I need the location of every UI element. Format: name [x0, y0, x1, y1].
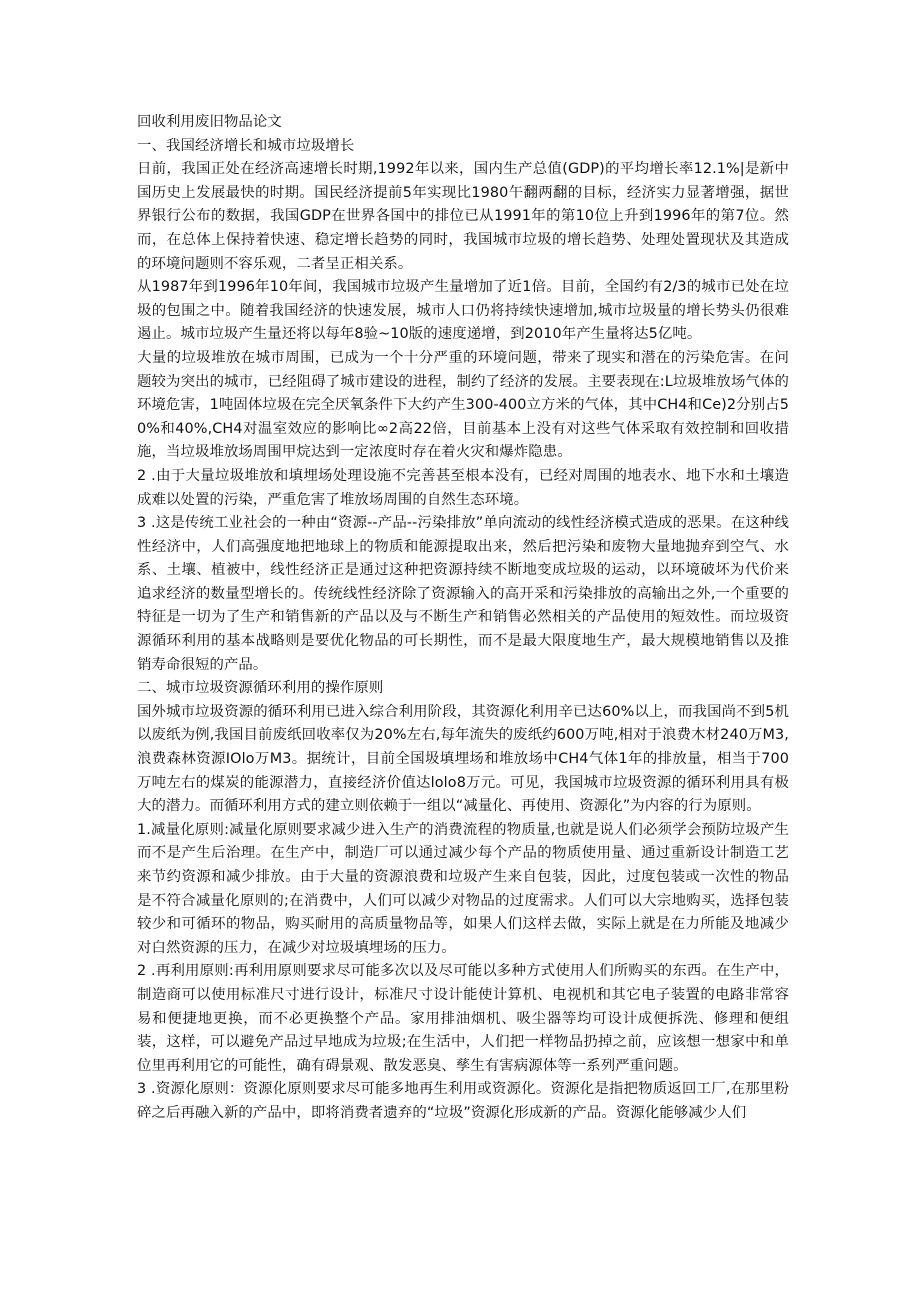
paragraph: 大量的垃圾堆放在城市周围，已成为一个十分严重的环境问题，带来了现实和潜在的污染危害。在问题较为突出的城市，已经阻碍了城市建设的进程，制约了经济的发展。主要表现在:L垃圾堆放场气体的环境危害，1吨固体垃圾在完全厌氧条件下大约产生300-400立方米的气体，其中CH4和Ce)2分别占50%和40%,CH4对温室效应的影响比∞2高22倍，目前基本上没有对这些气体采取有效控制和回收措施，当垃圾堆放场周围甲烷达到一定浓度时存在着火灾和爆炸隐患。: [137, 349, 790, 461]
paragraph: 3 .资源化原则：资源化原则要求尽可能多地再生利用或资源化。资源化是指把物质返回工厂,在那里粉碎之后再融入新的产品中，即将消费者遗弃的“垃圾”资源化形成新的产品。资源化能够减少人们: [137, 1081, 789, 1121]
paragraph: 从1987年到1996年10年间，我国城市垃圾产生量增加了近1倍。目前，全国约有2/3的城市已处在垃圾的包围之中。随着我国经济的快速发展，城市人口仍将持续快速增加,城市垃圾量的增长势头仍很难遏止。城市垃圾产生量还将以每年8验~10版的速度递增，到2010年产生量将达5亿吨。: [137, 279, 789, 343]
paragraph: 2 .由于大量垃圾堆放和填埋场处理设施不完善甚至根本没有，已经对周围的地表水、地下水和土壤造成难以处置的污染，严重危害了堆放场周围的自然生态环境。: [137, 467, 789, 508]
paragraph: 日前，我国正处在经济高速增长时期,1992年以来，国内生产总值(GDP)的平均增长率12.1%|是新中国历史上发展最快的时期。国民经济提前5年实现比1980午翻两翻的目标，经济实力显著增强，据世界银行公布的数据，我国GDP在世界各国中的排位已从1991年的第10位上升到1996年的第7位。然而，在总体上保持着快速、稳定增长趋势的同时，我国城市垃圾的增长趋势、处理处置现状及其造成的环境问题则不容乐观，二者呈正相关系。: [137, 161, 789, 272]
document-title: 回收利用废旧物品论文: [137, 114, 282, 130]
paragraph: 2 .再利用原则:再利用原则要求尽可能多次以及尽可能以多种方式使用人们所购买的东西。在生产中，制造商可以使用标准尺寸进行设计，标准尺寸设计能使计算机、电视机和其它电子装置的电路非常容易和便捷地更换，而不必更换整个产品。家用排油烟机、吸尘器等均可设计成便拆洗、修理和便组装，这样，可以避免产品过早地成为垃圾;在生活中，人们把一样物品扔掉之前，应该想一想家中和单位里再利用它的可能性，确有碍景观、散发恶臭、孳生有害病源体等一系列严重问题。: [137, 963, 789, 1074]
section-heading-1: 一、我国经济增长和城市垃圾增长: [137, 137, 355, 154]
paragraph: 国外城市垃圾资源的循环利用已进入综合利用阶段，其资源化利用辛已达60%以上，而我国尚不到5机以废纸为例,我国目前废纸回收率仅为20%左右,每年流失的废纸约600万吨,相对于浪费木材240万M3,浪费森林资源IOlo万M3。据统计，目前全国圾填埋场和堆放场中CH4气体1年的排放量，相当于700万吨左右的煤炭的能源潜力，直接经济价值达lolo8万元。可见，我国城市垃圾资源的循环利用具有极大的潜力。而循环利用方式的建立则依赖于一组以“减量化、再使用、资源化”为内容的行为原则。: [137, 703, 789, 815]
paragraph: 1.减量化原则:减量化原则要求减少进入生产的消费流程的物质量,也就是说人们必须学会预防垃圾产生而不是产生后治理。在生产中，制造厂可以通过减少每个产品的物质使用量、通过重新设计制造工艺来节约资源和减少排放。由于大量的资源浪费和垃圾产生来自包装，因此，过度包装或一次性的物品是不符合减量化原则的;在消费中，人们可以减少对物品的过度需求。人们可以大宗地购买，选择包装较少和可循环的物品，购买耐用的高质量物品等，如果人们这样去做，实际上就是在力所能及地减少对白然资源的压力，在减少对垃圾填埋场的压力。: [137, 821, 789, 956]
document-body: [137, 111, 789, 1126]
section-heading-2: 二、城市垃圾资源循环利用的操作原则: [137, 680, 384, 697]
paragraph: 3 .这是传统工业社会的一种由“资源--产品--污染排放”单向流动的线性经济模式造成的恶果。在这种线性经济中，人们高强度地把地球上的物质和能源提取出来，然后把污染和废物大量地抛弃到空气、水系、土壤、植被中，线性经济正是通过这种把资源持续不断地变成垃圾的运动，以环境破坏为代价来追求经济的数量型增长的。传统线性经济除了资源输入的高开采和污染排放的高输出之外,一个重要的特征是一切为了生产和销售新的产品以及与不断生产和销售必然相关的产品使用的短效性。而垃圾资源循环利用的基本战略则是要优化物品的可长期性，而不是最大限度地生产，最大规模地销售以及推销寿命很短的产品。: [137, 515, 789, 673]
